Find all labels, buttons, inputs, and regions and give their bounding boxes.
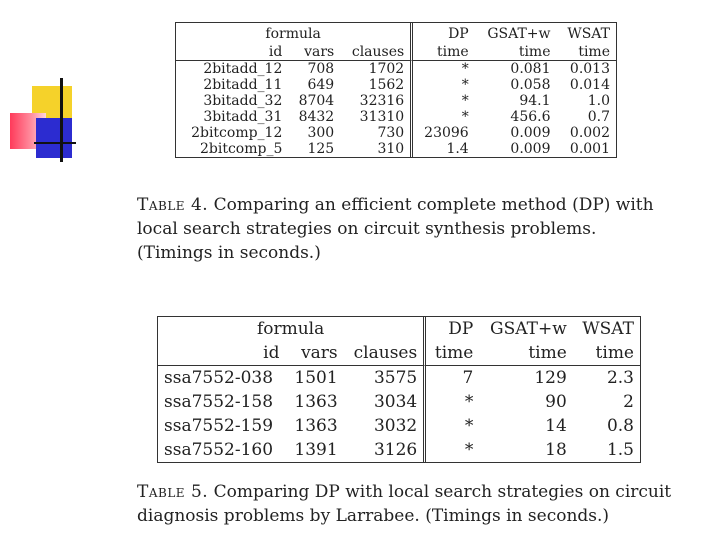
cell-dp-time: 23096 [424,125,469,141]
cell-wsat-time: 0.7 [587,109,610,125]
table-4 [175,22,617,158]
cell-wsat-time: 0.014 [569,77,610,93]
table-row [158,390,640,414]
header-clauses: clauses [340,43,410,61]
table-4-caption-text: Comparing an efficient complete method (DP) with local search strategies on circuit synthesis problems. (Timings in seconds.) [137,195,654,263]
header-clauses: clauses [344,341,424,366]
header-id: id [176,43,288,61]
cell-wsat-time: 0.002 [569,125,610,141]
header-formula: formula [256,318,325,339]
cell-id: ssa7552-158 [164,391,274,412]
cell-wsat-time: 0.8 [606,415,634,436]
cell-dp-time: * [464,391,474,412]
cell-gsat-time: 0.009 [510,141,551,157]
cell-dp-time: * [461,93,469,109]
table-5-caption [137,480,677,528]
cell-clauses: 3575 [373,367,418,388]
header-wsat: WSAT [582,318,634,339]
table-row [176,93,616,109]
table-5-header-row-1 [158,317,640,341]
cell-gsat-time: 18 [545,439,567,460]
table-5-header-row-2 [158,341,640,366]
cell-gsat-time: 0.081 [510,61,551,77]
cell-vars: 1391 [294,439,338,460]
cell-dp-time: * [464,415,474,436]
cell-dp-time: * [461,61,469,77]
header-vars: vars [288,43,340,61]
header-id: id [158,341,285,366]
table-row [176,141,616,157]
table-5-caption-text: Comparing DP with local search strategies on circuit diagnosis problems by Larrabee. (Timings in seconds.) [137,482,672,526]
cell-wsat-time: 2 [623,391,634,412]
decor-vertical-line [60,78,63,162]
header-vars: vars [285,341,343,366]
cell-id: ssa7552-159 [164,415,274,436]
table-5 [157,316,641,463]
cell-vars: 649 [307,77,335,93]
cell-dp-time: * [464,439,474,460]
cell-vars: 8704 [298,93,335,109]
header-dp: DP [448,318,474,339]
cell-id: 3bitadd_31 [203,109,283,125]
table-row [176,109,616,125]
cell-gsat-time: 456.6 [510,109,551,125]
cell-clauses: 3032 [373,415,418,436]
header-dp-time: time [426,341,479,366]
table-row [158,438,640,462]
cell-vars: 300 [307,125,335,141]
cell-clauses: 3126 [373,439,418,460]
cell-clauses: 1562 [368,77,405,93]
cell-clauses: 31310 [359,109,405,125]
cell-dp-time: * [461,77,469,93]
header-formula: formula [265,26,321,42]
cell-dp-time: * [461,109,469,125]
decor-blue-square [36,118,72,158]
table-4-caption-label: Table 4. [137,195,209,215]
cell-vars: 1363 [294,391,338,412]
header-gsat-time: time [479,341,572,366]
cell-id: 2bitcomp_5 [199,141,283,157]
table-row [176,61,616,77]
cell-id: ssa7552-038 [164,367,274,388]
header-dp: DP [448,26,469,42]
cell-clauses: 310 [377,141,405,157]
cell-wsat-time: 1.5 [606,439,634,460]
table-4-header-row-2 [176,43,616,61]
cell-wsat-time: 0.001 [569,141,610,157]
table-row [158,414,640,438]
cell-vars: 1363 [294,415,338,436]
header-dp-time: time [413,43,475,61]
cell-vars: 125 [307,141,335,157]
cell-dp-time: 7 [462,367,474,388]
cell-gsat-time: 0.009 [510,125,551,141]
cell-clauses: 32316 [359,93,405,109]
cell-dp-time: 1.4 [446,141,469,157]
table-row [176,125,616,141]
cell-clauses: 3034 [373,391,418,412]
cell-vars: 8432 [298,109,335,125]
cell-gsat-time: 129 [534,367,567,388]
cell-id: 2bitadd_12 [203,61,283,77]
cell-gsat-time: 90 [545,391,567,412]
cell-vars: 1501 [294,367,338,388]
header-gsat-time: time [475,43,557,61]
cell-wsat-time: 0.013 [569,61,610,77]
cell-clauses: 1702 [368,61,405,77]
table-4-caption [137,193,677,265]
cell-gsat-time: 94.1 [519,93,551,109]
cell-wsat-time: 2.3 [606,367,634,388]
table-4-header-row-1 [176,23,616,43]
cell-gsat-time: 0.058 [510,77,551,93]
header-wsat-time: time [557,43,617,61]
cell-clauses: 730 [377,125,405,141]
cell-wsat-time: 1.0 [587,93,610,109]
header-wsat-time: time [573,341,640,366]
decor-horizontal-line [34,142,76,144]
cell-gsat-time: 14 [545,415,567,436]
header-gsat: GSAT+w [490,318,567,339]
cell-id: 3bitadd_32 [203,93,283,109]
table-row [158,366,640,390]
table-5-caption-label: Table 5. [137,482,209,502]
cell-id: ssa7552-160 [164,439,274,460]
header-gsat: GSAT+w [487,26,551,42]
cell-vars: 708 [307,61,335,77]
table-row [176,77,616,93]
cell-id: 2bitcomp_12 [191,125,283,141]
cell-id: 2bitadd_11 [203,77,283,93]
header-wsat: WSAT [567,26,610,42]
